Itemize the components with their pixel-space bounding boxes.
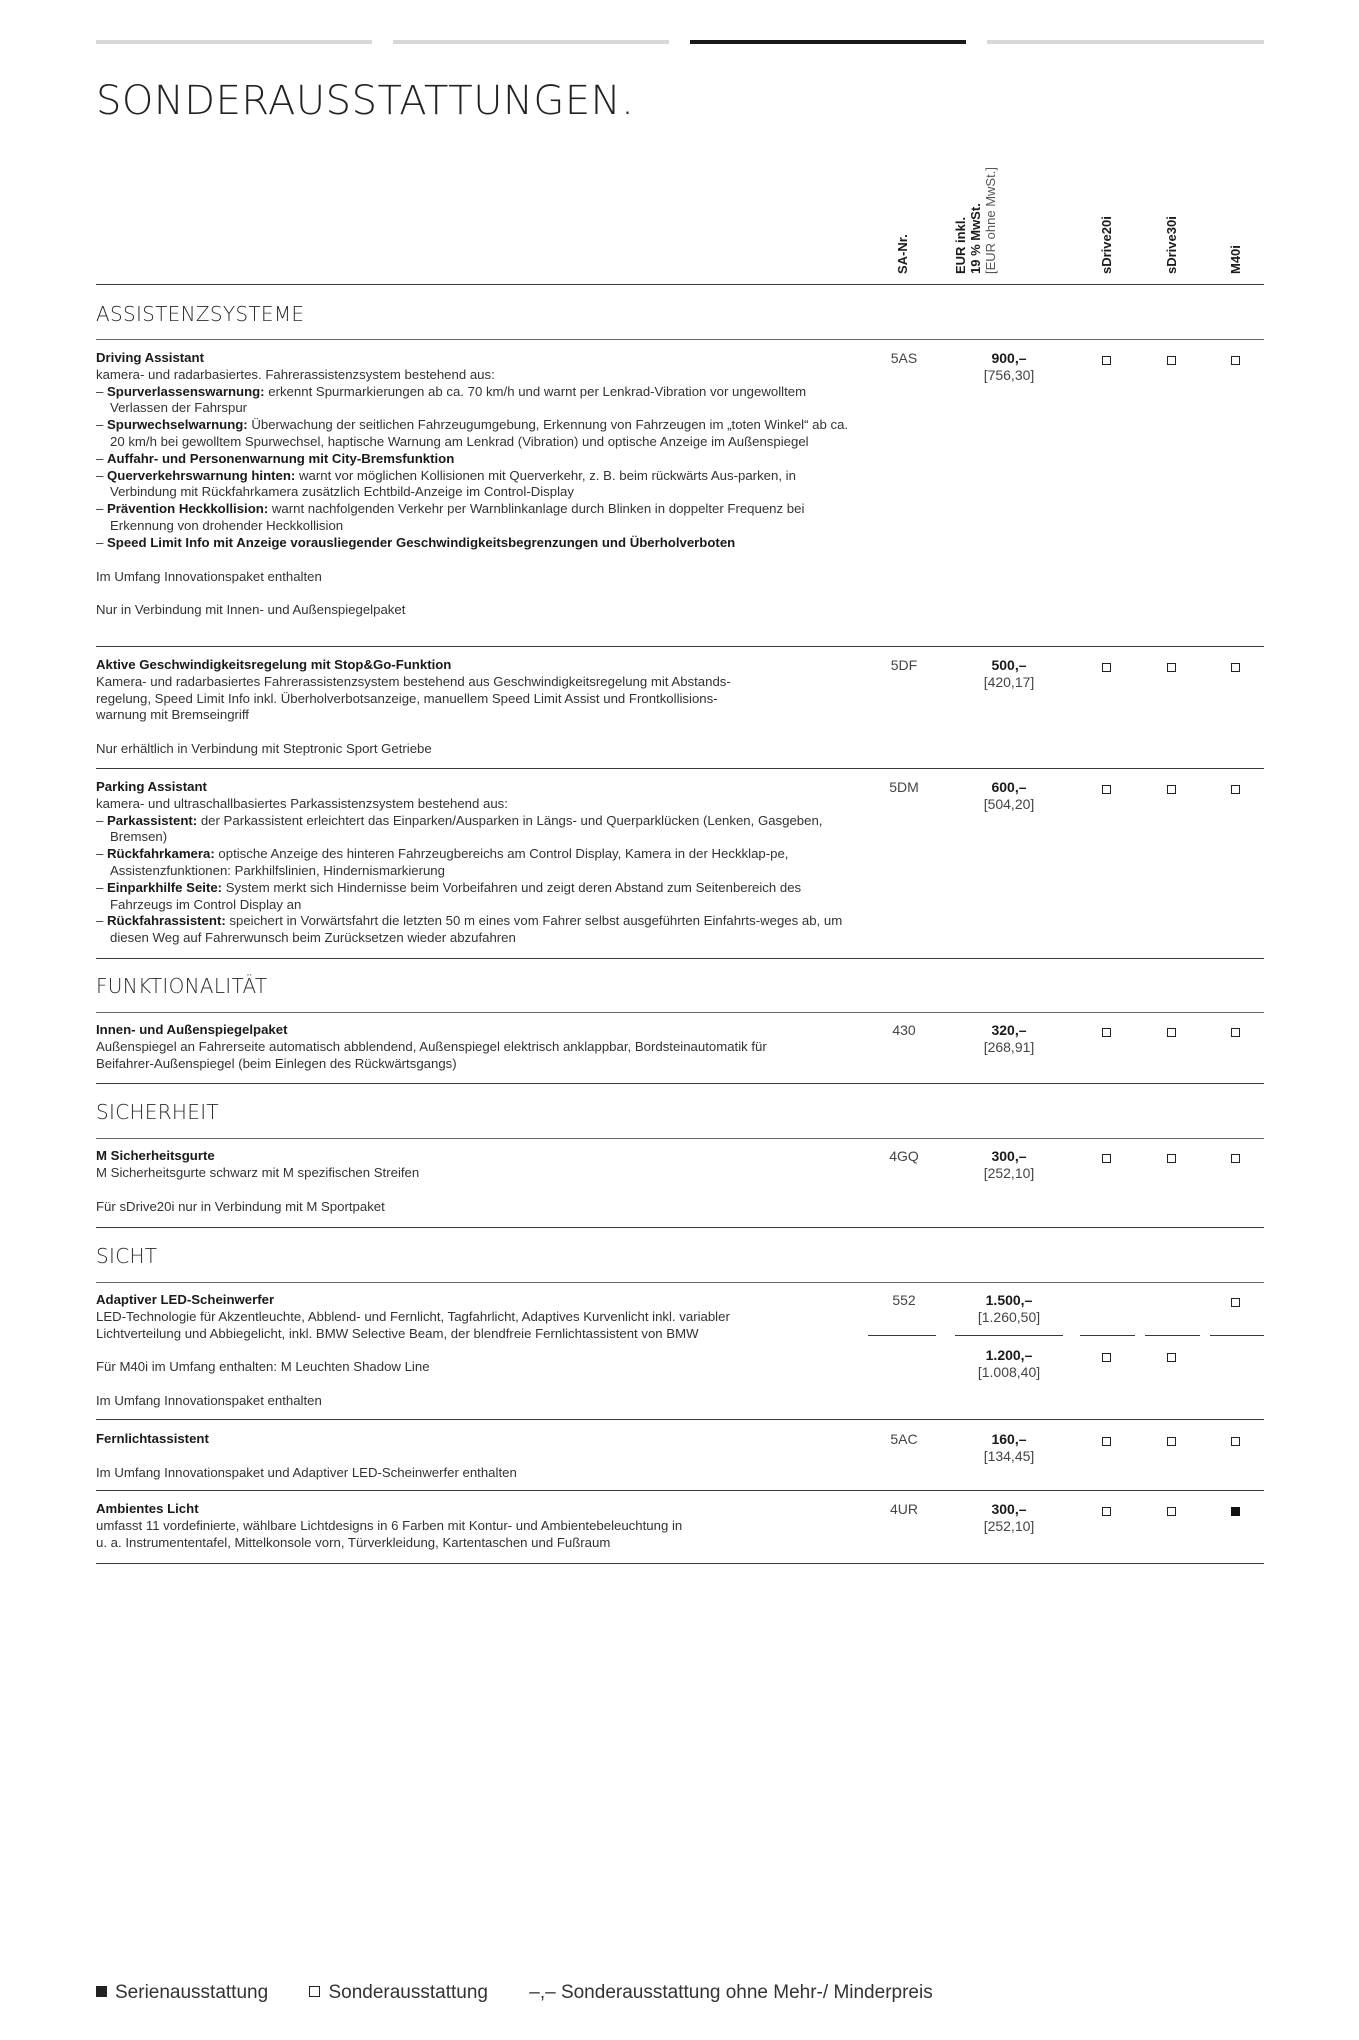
page-progress-indicator <box>96 40 1264 44</box>
legend <box>96 1982 969 2004</box>
option-price: 160,– [134,45] <box>983 1431 1035 1464</box>
sa-number: 552 <box>892 1292 916 1308</box>
option-description: Außenspiegel an Fahrerseite automatisch abblendend, Außenspiegel elektrisch anklappbar, Bordsteinautomatik für <box>96 1038 767 1054</box>
availability-optional-icon <box>1231 1028 1240 1037</box>
option-name: Innen- und Außenspiegelpaket <box>96 1022 288 1037</box>
option-description: Beifahrer-Außenspiegel (beim Einlegen des Rückwärtsgangs) <box>96 1055 457 1071</box>
section-title-sicherheit: SICHERHEIT <box>96 1100 219 1124</box>
option-note: Für M40i im Umfang enthalten: M Leuchten Shadow Line <box>96 1359 430 1375</box>
option-name: Parking Assistant <box>96 779 207 794</box>
availability-optional-icon <box>1231 663 1240 672</box>
option-price: 500,– [420,17] <box>983 657 1035 690</box>
availability-optional-icon <box>1167 663 1176 672</box>
option-name: Fernlichtassistent <box>96 1431 209 1446</box>
column-header-sa-nr: SA-Nr. <box>895 234 910 274</box>
column-header-sdrive20i: sDrive20i <box>1099 216 1114 274</box>
availability-optional-icon <box>1231 1154 1240 1163</box>
option-driving-assistant <box>96 350 856 619</box>
availability-optional-icon <box>1102 1028 1111 1037</box>
legend-optional: Sonderausstattung <box>309 1982 488 2004</box>
option-m-sicherheitsgurte <box>96 1148 856 1215</box>
price-subdivider <box>955 1335 1063 1336</box>
option-price: 300,– [252,10] <box>983 1501 1035 1534</box>
availability-optional-icon <box>1167 356 1176 365</box>
option-parking-assistant <box>96 779 856 947</box>
option-name: Aktive Geschwindigkeitsregelung mit Stop&Go-Funktion <box>96 657 452 672</box>
filled-square-icon <box>96 1986 107 1997</box>
availability-optional-icon <box>1102 1353 1111 1362</box>
empty-square-icon <box>309 1986 320 1997</box>
column-header-sdrive30i: sDrive30i <box>1164 216 1179 274</box>
price-subdivider <box>1145 1335 1200 1336</box>
column-header-m40i: M40i <box>1228 245 1243 274</box>
feature-bullet: – Rückfahrkamera: optische Anzeige des hinteren Fahrzeugbereichs am Control Display, Kamera in der Heckklap-pe, Assistenzfunktionen: Parkhilfslinien, Hindernismarkierung <box>96 846 789 878</box>
section-title-assistenzsysteme: ASSISTENZSYSTEME <box>96 302 305 326</box>
row-divider <box>96 1083 1264 1084</box>
page-title: SONDERAUSSTATTUNGEN. <box>96 78 635 124</box>
option-price-sdrive: 1.200,– [1.008,40] <box>977 1347 1041 1380</box>
row-divider <box>96 1563 1264 1564</box>
option-innen-aussenspiegelpaket <box>96 1022 856 1072</box>
option-fernlichtassistent <box>96 1431 856 1482</box>
option-intro: kamera- und ultraschallbasiertes Parkassistenzsystem bestehend aus: <box>96 795 508 811</box>
option-note: Im Umfang Innovationspaket enthalten <box>96 568 322 584</box>
row-divider <box>96 1227 1264 1228</box>
option-note: Im Umfang Innovationspaket enthalten <box>96 1393 322 1409</box>
option-description: regelung, Speed Limit Info inkl. Überholverbotsanzeige, manuellem Speed Limit Assist und Frontkollisions- <box>96 690 718 706</box>
option-adaptiver-led-scheinwerfer <box>96 1292 856 1410</box>
availability-optional-icon <box>1231 356 1240 365</box>
option-price: 900,– [756,30] <box>983 350 1035 383</box>
option-note: Im Umfang Innovationspaket und Adaptiver LED-Scheinwerfer enthalten <box>96 1464 517 1480</box>
availability-optional-icon <box>1167 1154 1176 1163</box>
option-price-m40i: 1.500,– [1.260,50] <box>977 1292 1041 1325</box>
sa-number: 5DF <box>890 657 918 673</box>
price-subdivider <box>868 1335 936 1336</box>
option-note: Für sDrive20i nur in Verbindung mit M Sportpaket <box>96 1198 385 1214</box>
availability-optional-icon <box>1231 1437 1240 1446</box>
option-price: 320,– [268,91] <box>983 1022 1035 1055</box>
option-name: Adaptiver LED-Scheinwerfer <box>96 1292 275 1307</box>
column-header-price: EUR inkl. 19 % MwSt. [EUR ohne MwSt.] <box>953 167 998 274</box>
option-description: Kamera- und radarbasiertes Fahrerassistenzsystem bestehend aus Geschwindigkeitsregelung mit Abstands- <box>96 673 731 689</box>
section-divider <box>96 1138 1264 1139</box>
availability-optional-icon <box>1167 1353 1176 1362</box>
option-description: LED-Technologie für Akzentleuchte, Abblend- und Fernlicht, Tagfahrlicht, Adaptives Kurvenlicht inkl. variabler <box>96 1308 730 1324</box>
feature-bullet: – Spurwechselwarnung: Überwachung der seitlichen Fahrzeugumgebung, Erkennung von Fahrzeugen im „toten Winkel“ ab ca. 20 km/h bei gewolltem Spurwechsel, haptische Warnung am Lenkrad (Vibration) und optische Anzeige im Außenspiegel <box>96 417 849 449</box>
feature-bullet: – Auffahr- und Personenwarnung mit City-Bremsfunktion <box>96 450 455 466</box>
option-description: u. a. Instrumententafel, Mittelkonsole vorn, Türverkleidung, Kartentaschen und Fußraum <box>96 1534 611 1550</box>
availability-optional-icon <box>1231 785 1240 794</box>
sa-number: 5AS <box>890 350 918 366</box>
feature-bullet: – Prävention Heckkollision: warnt nachfolgenden Verkehr per Warnblinkanlage durch Blinken in doppelter Frequenz bei Erkennung von drohender Heckkollision <box>96 501 805 533</box>
option-aktive-geschwindigkeitsregelung <box>96 657 856 758</box>
option-description: M Sicherheitsgurte schwarz mit M spezifischen Streifen <box>96 1164 420 1180</box>
row-divider <box>96 958 1264 959</box>
feature-bullet: – Speed Limit Info mit Anzeige vorausliegender Geschwindigkeitsbegrenzungen und Überholverboten <box>96 534 736 550</box>
row-divider <box>96 768 1264 769</box>
row-divider <box>96 646 1264 647</box>
availability-optional-icon <box>1102 1154 1111 1163</box>
feature-bullet: – Einparkhilfe Seite: System merkt sich Hindernisse beim Vorbeifahren und zeigt deren Abstand zum Seitenbereich des Fahrzeugs im Control Display an <box>96 879 802 912</box>
option-ambientes-licht <box>96 1501 856 1551</box>
availability-optional-icon <box>1102 1507 1111 1516</box>
header-divider <box>96 284 1264 285</box>
option-name: Driving Assistant <box>96 350 204 365</box>
sa-number: 5AC <box>890 1431 918 1447</box>
row-divider <box>96 1419 1264 1420</box>
availability-standard-icon <box>1231 1507 1240 1516</box>
legend-no-charge: –,– Sonderausstattung ohne Mehr-/ Minderpreis <box>529 1982 933 2003</box>
sa-number: 4GQ <box>889 1148 919 1164</box>
feature-bullet: – Parkassistent: der Parkassistent erleichtert das Einparken/Ausparken in Längs- und Querparklücken (Lenken, Gasgeben, Bremsen) <box>96 812 823 845</box>
availability-optional-icon <box>1231 1298 1240 1307</box>
section-title-funktionalitaet: FUNKTIONALITÄT <box>96 974 268 998</box>
option-description: umfasst 11 vordefinierte, wählbare Lichtdesigns in 6 Farben mit Kontur- und Ambientebeleuchtung in <box>96 1517 683 1533</box>
availability-optional-icon <box>1102 785 1111 794</box>
option-description: warnung mit Bremseingriff <box>96 707 249 723</box>
legend-standard: Serienausstattung <box>96 1982 268 2004</box>
availability-optional-icon <box>1102 356 1111 365</box>
section-title-sicht: SICHT <box>96 1244 158 1268</box>
option-price: 600,– [504,20] <box>983 779 1035 812</box>
availability-optional-icon <box>1167 785 1176 794</box>
progress-segment <box>96 40 372 44</box>
price-subdivider <box>1210 1335 1264 1336</box>
sa-number: 430 <box>892 1022 916 1038</box>
price-subdivider <box>1080 1335 1135 1336</box>
feature-bullet: – Spurverlassenswarnung: erkennt Spurmarkierungen ab ca. 70 km/h und warnt per Lenkrad-Vibration vor ungewolltem Verlassen der Fahrspur <box>96 383 807 416</box>
sa-number: 5DM <box>889 779 919 795</box>
option-note: Nur in Verbindung mit Innen- und Außenspiegelpaket <box>96 602 406 618</box>
availability-optional-icon <box>1102 663 1111 672</box>
section-divider <box>96 1012 1264 1013</box>
option-price: 300,– [252,10] <box>983 1148 1035 1181</box>
availability-optional-icon <box>1102 1437 1111 1446</box>
option-intro: kamera- und radarbasiertes. Fahrerassistenzsystem bestehend aus: <box>96 366 495 382</box>
option-name: Ambientes Licht <box>96 1501 199 1516</box>
feature-bullet: – Querverkehrswarnung hinten: warnt vor möglichen Kollisionen mit Querverkehr, z. B. beim rückwärts Aus-parken, in Verbindung mit Rückfahrkamera zusätzlich Echtbild-Anzeige im Control-Display <box>96 467 796 500</box>
option-description: Lichtverteilung und Abbiegelicht, inkl. BMW Selective Beam, der blendfreie Fernlichtassistent von BMW <box>96 1325 699 1341</box>
progress-segment-active <box>690 40 966 44</box>
section-divider <box>96 339 1264 340</box>
availability-optional-icon <box>1167 1437 1176 1446</box>
feature-bullet: – Rückfahrassistent: speichert in Vorwärtsfahrt die letzten 50 m eines vom Fahrer selbst ausgeführten Einfahrts-weges ab, um diesen Weg auf Fahrerwunsch beim Zurücksetzen wieder abzufahren <box>96 913 843 946</box>
availability-optional-icon <box>1167 1507 1176 1516</box>
availability-optional-icon <box>1167 1028 1176 1037</box>
option-name: M Sicherheitsgurte <box>96 1148 215 1163</box>
option-note: Nur erhältlich in Verbindung mit Steptronic Sport Getriebe <box>96 741 432 757</box>
row-divider <box>96 1490 1264 1491</box>
progress-segment <box>393 40 669 44</box>
progress-segment <box>987 40 1264 44</box>
section-divider <box>96 1282 1264 1283</box>
sa-number: 4UR <box>889 1501 918 1517</box>
